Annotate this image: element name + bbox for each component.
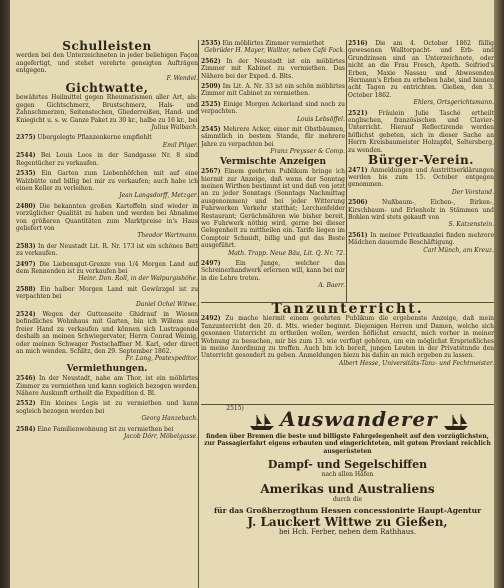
ad-number: 2506) [348, 199, 368, 207]
ad-number: 2535) [16, 170, 36, 178]
ad-number: 2584) [16, 425, 36, 433]
ad-number: 2545) [201, 126, 221, 134]
ad-body: Ubergelegte Pflanzenkerne empfiehlt [37, 134, 152, 142]
ad-body: werden bei den Unterzeichneten in jeder beliebigen Façon angefertigt, und stehet verehrte geneigten Aufträgen entgegen. [16, 52, 198, 75]
emigrant-header [201, 405, 494, 433]
ad-number: 2509) [201, 83, 221, 91]
ad-dance-lessons [201, 303, 494, 399]
ad-item [201, 58, 345, 80]
ad-body: Gießen, den 3. October 1862. [348, 84, 494, 99]
ad-number: 2515) [226, 405, 244, 412]
ad-signature: Daniel Ochel Witwe. [135, 300, 198, 308]
emigrant-text: für das Großherzogthum Hessen concessionirte Haupt-Agentur [213, 506, 482, 516]
newspaper-page [10, 0, 494, 588]
ad-body: Ein möblirtes Zimmer vermiethet [222, 40, 325, 47]
ad-number: 2375) [16, 134, 36, 142]
ad-body: Im Lit. A. Nr. 33 ist ein schön möblirtes Zimmer mit Cabinet zu vermiethen. [201, 83, 345, 98]
ad-heading: Gichtwatte, [65, 81, 149, 96]
wide-section [201, 303, 494, 578]
ad-body: In meiner Privatkanzlei finden mehrere Mädchen dauernde Beschäftigung. [348, 231, 494, 247]
ad-body: Ein kleines Logis ist zu vermiethen und kann sogleich bezogen werden bei [16, 400, 198, 415]
ad-number: 2480) [16, 202, 36, 210]
ad-item [201, 260, 345, 290]
ad-number: 2583) [16, 242, 36, 250]
ad-item [348, 199, 494, 229]
ad-item [201, 126, 345, 156]
section-heading: Tanzunterricht. [271, 303, 424, 317]
ad-item [201, 83, 345, 98]
ad-signature: Ehlers, Ortsgerichtsmann. [413, 99, 494, 107]
ad-signature: Math. Trapp. Neue Bäu, Lit. Q. Nr. 72. [228, 249, 345, 257]
ad-body: Mehrere Acker, einer mit Obstbäumen, sämmtlich in bestem Stande, für mehrere Jahre zu verpachten bei [201, 126, 345, 148]
ad-body: Anmeldungen und Austrittserklärungen werden bis zum 15. October entgegen genommen. [348, 166, 494, 189]
ad-signature: Gebrüder H. Mayer, Walltor, neben Café Fock. [204, 47, 345, 55]
ad-signature: Theodor Wartmann. [137, 232, 198, 240]
ad-signature: Emil Pilger. [162, 141, 198, 149]
emigrant-heading: Auswanderer [280, 407, 438, 431]
ad-item [201, 40, 345, 55]
ad-signature: Albert Hesse, Universitäts-Tanz- und Fechtmeister. [339, 359, 494, 367]
column-middle [201, 40, 345, 310]
ad-signature: Jacob Dörr, Möbelgasse. [123, 433, 198, 441]
column-rule [346, 40, 347, 302]
ad-schulleisten [16, 40, 198, 82]
section-heading: Vermiethungen. [66, 363, 148, 374]
ad-signature: Der Vorstand. [451, 188, 494, 196]
ad-body: Ein Garten zum Liebenhöfchen mit auf eine Walzbütte und billig bei mir zu verkaufen; auch habe ich einen Keller zu verleihen. [16, 170, 198, 192]
ad-body: Die am 4. October 1862 fällig gewesenen Walltorpacht- und Erb- und Grundzinsen sind an Unterzeichnete, oder nicht an die Frau Fresch, Apoth. Seifried's Erben, Maxie Nassau und Abwesenden Hermann's Erben zu erheben habe, sind binnen acht Tagen zu entrichten. [348, 40, 494, 92]
ad-item [16, 400, 198, 422]
ad-signature: Julius Walbach. [151, 124, 198, 132]
ad-signature: Franz Preysser & Comp. [270, 148, 345, 156]
emigrant-text: bei Hch. Ferber, neben dem Rathhaus. [278, 528, 417, 537]
ship-icon [249, 413, 275, 431]
ship-icon [443, 413, 469, 431]
ad-body: Ein Junge, welcher das Schreinerhandwerk erlernen will, kann bei mir in die Lehre treten. [201, 259, 345, 282]
ad-body: Die Liebensgut-Grenze von 1/4 Morgen Land auf dem Rennenden ist zu verkaufen bei [16, 260, 198, 275]
ad-body: Ein halber Morgen Land mit Gewürzgel ist zu verpachten bei [16, 285, 198, 301]
ad-number: 2524) [16, 311, 36, 318]
ad-body: Schlitz, den 29. September 1862. [69, 348, 172, 356]
ad-emigrants [201, 405, 494, 536]
ad-item [348, 40, 494, 107]
emigrant-firm: J. Lauckert Wittwe zu Gießen, [247, 515, 448, 530]
ad-body: Ganze Paket zu 30 kr., halbe zu 16 kr., bei [69, 116, 198, 124]
ad-number: 2535) [201, 40, 221, 47]
ad-item [201, 101, 345, 123]
ad-body: Wegen der Guttenseite Ghidrauf in Wiesen befindliches Wohnhaus mit Garten, bin ich Willens aus freier Hand zu verkaufen und können sich Lustragende deshalb an meinen Schwiegervater, Herrn Conrad Weinig, oder meinen Schwager Postschaffner M. Karl, oder direct an mich wenden. [16, 311, 198, 356]
next-page-edge [494, 0, 504, 588]
ad-item [201, 156, 345, 257]
ad-signature: Fr. Lang, Postexpeditor. [125, 355, 198, 363]
ad-signature: F. Wendel. [166, 74, 198, 82]
ad-item [16, 286, 198, 308]
ad-item [16, 170, 198, 200]
ad-number: 2471) [348, 166, 368, 174]
ad-item [16, 363, 198, 398]
ad-body: In der Neustadt, nahe am Thor, ist ein möblirtes Zimmer zu vermiethen und kann sogleich bezogen werden. Nähere Auskunft ertheilt die Expedition d. Bl. [16, 375, 198, 398]
ad-item [16, 426, 198, 441]
ad-item [16, 152, 198, 167]
ad-body: bewährtes Heilmittel gegen Rheumatismen aller Art, als: gegen Gichtschmerz, Brustschmerz, Hals- und Zahnschmerzen, Seitenstechen, Gliederreißen, Hand- und Kniegicht u. s. w. [16, 94, 198, 124]
ad-body: Zu mache hiermit einem geehrten Publikum die ergebenste Anzeige, daß mein Tanzunterricht den 20. d. Mts. wieder beginnt. Diejenigen Herren und Damen, welche sich gesonnen Unterricht zu ertheilen wollen, werden höflichst ersucht, mich vorher in meiner Wohnung zu besuchen, mir bis zum 13. wie verfügt gehören, um ein möglichst Ersprießliches in meine Anordnung zu treffen. Auch bin ich bereit, jungen Leuten in der Privatstunde den Unterricht gesondert zu geben. Anmeldungen hiezu bis dahin an mich ergeben zu lassen. [201, 315, 494, 360]
ad-number: 2562) [201, 57, 221, 65]
ad-number: 2588) [16, 285, 36, 293]
ad-number: 2497) [201, 259, 221, 267]
ad-item [16, 203, 198, 240]
ad-number: 2492) [201, 315, 221, 323]
column-rule [198, 40, 199, 588]
ad-number: 2521) [348, 109, 368, 117]
ad-body: Die bekannten großen Kartoffeln sind wieder in vorzüglicher Qualität zu haben und werden bei Abnahme von größeren Quantitäten zum Marktpreise in's Haus geliefert von [16, 202, 198, 232]
ad-body: In der Neustadt Lit. R. Nr. 173 ist ein schönes Bett zu verkaufen. [16, 242, 198, 258]
ad-body: Nußbaum-, Eichen-, Birken-, Kirschbaum- und Erlenholz in Stämmen und Bohlen wird stets gekauft von [348, 199, 494, 221]
ad-number: 2567) [201, 168, 221, 176]
ad-item [16, 311, 198, 363]
ad-item [16, 261, 198, 283]
ad-signature: Carl Münch, am Kreuz. [423, 246, 494, 254]
emigrant-text: Dampf- und Segelschiffen [267, 458, 428, 472]
ad-body: Einige Morgen Ackerland sind noch zu verpachten. [201, 100, 345, 116]
ad-number: 2552) [16, 400, 36, 408]
ad-signature: Heinr. Don. Roll, in der Walpurgishöhe. [78, 275, 198, 283]
emigrant-text: finden über Bremen die beste und billigste Fahrgelegenheit auf den vorzüglichsten, zur Passagierfahrt eigens erbauten und eingerichteten, mit gutem Proviant reichlich ausgerüsteten [204, 433, 491, 455]
emigrant-text: nach allen Häfen [321, 471, 374, 479]
ad-item [348, 153, 494, 196]
ad-number: 2544) [16, 152, 36, 160]
section-heading: Vermischte Anzeigen [219, 156, 327, 167]
ad-item [16, 134, 198, 149]
ad-body: Eine Familienwohnung ist zu vermiethen bei [37, 425, 174, 433]
ad-item [16, 243, 198, 258]
ad-signature: S. Katzenstein. [448, 221, 494, 229]
section-heading: Bürger-Verein. [368, 153, 474, 168]
ad-item [348, 232, 494, 254]
ad-signature: Georg Hanzebach. [141, 415, 198, 423]
ad-signature: Louis Lebsöffel. [296, 115, 345, 123]
ad-body: In der Neustadt ist ein möblirtes Zimmer mit Kabinet zu vermiethen. Das Nähere bei der Exped. d. Blts. [201, 57, 345, 80]
ad-item [348, 110, 494, 154]
ad-number: 2497) [16, 260, 36, 268]
ad-body: Einem geehrten Publikum bringe ich hiermit zur Anzeige, daß wenn der Sonntag meinen Wirthen bestimmt ist und daß von jetzt an zu jeder Sonntags (Sonntags Nachmittag ausgenommen) und bei jeder Witterung Fuhrwerken Verkehr statthat; Lerchenfelder Restaurant; Gerüchmähren wie bisher bereit, wo Fuhrwerk nöthig wird, gerne bei dieser Gelegenheit zu mittheilen ein. Tarife liegen im Comptoir Schmidt, billig und gut das Beste ausgeführt. [201, 168, 345, 250]
ad-number: 2525) [201, 100, 221, 108]
ad-heading: Schulleisten [62, 40, 152, 53]
ad-signature: A. Baerr. [318, 282, 345, 290]
column-left [16, 40, 198, 588]
ad-number: 2516) [348, 40, 368, 47]
ad-body: Fräulein Julie Tasché ertheilt englischen, französischen und Clavier-Unterricht. Hierauf Reflectirende werden höflichst gebeten, sich in dieser Sache an Herrn Kreisbaumeister Holzapfel, Seltersberg, zu wenden. [348, 109, 494, 154]
ad-signature: Jean Langsdorff, Metzger. [119, 192, 198, 200]
ad-body: Bei Louis Loos in der Sandgasse Nr. 8 sind Regentücher zu verkaufen. [16, 152, 198, 167]
book-spine [0, 0, 10, 588]
emigrant-text: durch die [332, 495, 362, 503]
ad-number: 2561) [348, 231, 368, 239]
ad-gichtwatte [16, 81, 198, 132]
emigrant-text: Amerikas und Australiens [260, 481, 435, 496]
ad-number: 2546) [16, 375, 36, 383]
